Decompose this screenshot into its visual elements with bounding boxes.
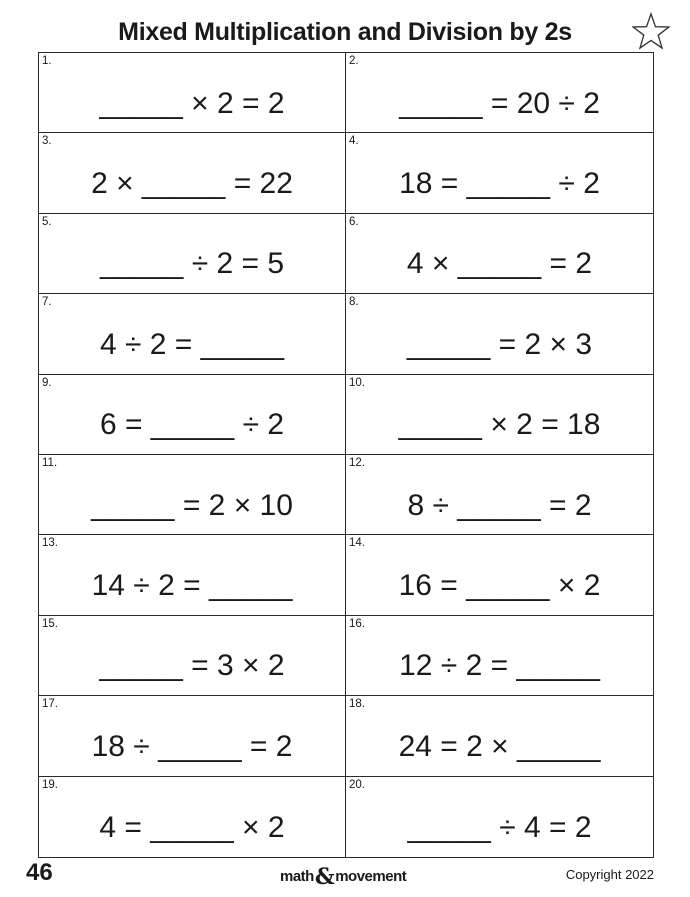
problem-equation[interactable]: 2 × _____ = 22 (91, 167, 293, 201)
problem-number: 7. (42, 296, 52, 309)
problem-equation[interactable]: 12 ÷ 2 = _____ (399, 649, 600, 683)
problem-cell (39, 53, 346, 133)
problem-cell (39, 777, 346, 857)
problem-cell (346, 214, 653, 294)
problem-number: 20. (349, 778, 365, 791)
problem-cell (346, 133, 653, 213)
problem-equation[interactable]: 18 ÷ _____ = 2 (91, 729, 293, 763)
problem-cell (346, 455, 653, 535)
problem-equation[interactable]: 8 ÷ _____ = 2 (407, 488, 592, 522)
problem-equation[interactable]: _____ = 20 ÷ 2 (399, 86, 600, 120)
brand-logo (280, 864, 406, 890)
problem-number: 3. (42, 135, 52, 148)
problem-cell (39, 375, 346, 455)
star-icon (632, 12, 670, 50)
problem-number: 8. (349, 296, 359, 309)
problem-grid (38, 52, 654, 858)
problem-cell (346, 294, 653, 374)
copyright-notice: Copyright 2022 (565, 867, 654, 882)
problem-cell (39, 214, 346, 294)
problem-cell (39, 133, 346, 213)
problem-equation[interactable]: _____ ÷ 4 = 2 (407, 810, 592, 844)
problem-cell (39, 616, 346, 696)
page-number: 46 (26, 859, 53, 886)
problem-number: 15. (42, 617, 58, 630)
problem-number: 1. (42, 55, 52, 67)
problem-number: 4. (349, 135, 359, 148)
logo-ampersand: & (314, 864, 335, 890)
problem-equation[interactable]: 16 = _____ × 2 (398, 569, 601, 603)
problem-equation[interactable]: 4 ÷ 2 = _____ (99, 327, 285, 361)
worksheet-title: Mixed Multiplication and Division by 2s (118, 18, 572, 46)
problem-cell (39, 696, 346, 776)
problem-equation[interactable]: _____ ÷ 2 = 5 (99, 247, 285, 281)
problem-cell (346, 696, 653, 776)
problem-cell (39, 294, 346, 374)
problem-cell (39, 455, 346, 535)
problem-number: 16. (349, 617, 365, 630)
problem-number: 10. (349, 376, 365, 389)
problem-cell (346, 535, 653, 615)
problem-number: 11. (42, 457, 58, 469)
problem-equation[interactable]: _____ × 2 = 2 (99, 86, 285, 120)
problem-equation[interactable]: 18 = _____ ÷ 2 (399, 167, 600, 201)
problem-number: 6. (349, 215, 359, 228)
problem-number: 12. (349, 457, 365, 469)
problem-cell (346, 616, 653, 696)
problem-equation[interactable]: _____ = 2 × 3 (406, 327, 593, 361)
problem-number: 13. (42, 537, 58, 550)
problem-cell (39, 535, 346, 615)
problem-equation[interactable]: _____ × 2 = 18 (398, 408, 601, 442)
problem-equation[interactable]: _____ = 2 × 10 (91, 488, 293, 522)
problem-cell (346, 53, 653, 133)
problem-equation[interactable]: 4 × _____ = 2 (406, 247, 593, 281)
logo-text-math: math (280, 868, 314, 885)
problem-equation[interactable]: 14 ÷ 2 = _____ (91, 569, 293, 603)
problem-equation[interactable]: 6 = _____ ÷ 2 (99, 408, 285, 442)
problem-equation[interactable]: 4 = _____ × 2 (99, 810, 285, 844)
problem-cell (346, 777, 653, 857)
problem-equation[interactable]: _____ = 3 × 2 (99, 649, 285, 683)
logo-text-movement: movement (335, 868, 407, 885)
problem-number: 18. (349, 698, 365, 711)
problem-number: 9. (42, 376, 52, 389)
problem-number: 5. (42, 215, 52, 228)
problem-number: 2. (349, 55, 359, 67)
problem-number: 19. (42, 778, 58, 791)
problem-equation[interactable]: 24 = 2 × _____ (398, 729, 601, 763)
problem-number: 17. (42, 698, 58, 711)
problem-number: 14. (349, 537, 365, 550)
problem-cell (346, 375, 653, 455)
